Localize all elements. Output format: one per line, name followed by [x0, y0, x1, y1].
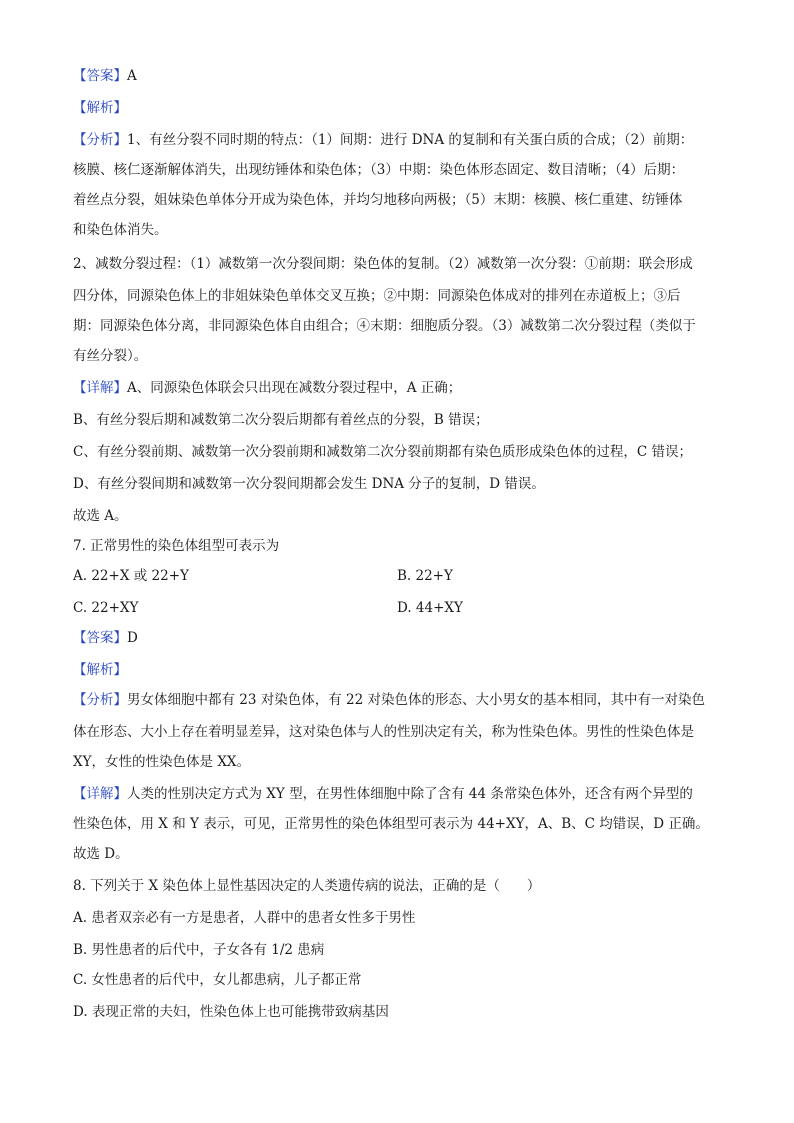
xiangjie-line: 故选 A。 [73, 508, 128, 524]
xiangjie-line: 故选 D。 [73, 846, 129, 862]
fenxi-line: 核膜、核仁逐渐解体消失，出现纺锤体和染色体；（3）中期：染色体形态固定、数目清晰；（4）后期： [73, 162, 685, 178]
q8-option-d: D. 表现正常的夫妇，性染色体上也可能携带致病基因 [73, 1004, 389, 1020]
fenxi-line: 着丝点分裂，姐妹染色单体分开成为染色体，并均匀地移向两极；（5）末期：核膜、核仁重建、纺锤体 [73, 192, 683, 208]
fenxi-tag: 【分析】 [73, 132, 127, 148]
fenxi-line: XY，女性的性染色体是 XX。 [73, 754, 251, 770]
fenxi-text: 1、有丝分裂不同时期的特点：（1）间期：进行 DNA 的复制和有关蛋白质的合成；（2）前期： [127, 132, 694, 148]
q7-answer-line [73, 628, 723, 648]
fenxi-line: 2、减数分裂过程：（1）减数第一次分裂间期：染色体的复制。（2）减数第一次分裂：①前期：联会形成 [73, 256, 693, 272]
q8-option-c: C. 女性患者的后代中，女儿都患病，儿子都正常 [73, 972, 362, 988]
xiangjie-line: B、有丝分裂后期和减数第二次分裂后期都有着丝点的分裂，B 错误； [73, 412, 489, 428]
q7-option-d: D. 44+XY [397, 600, 463, 616]
xiangjie-line [73, 378, 723, 398]
xiangjie-text: 人类的性别决定方式为 XY 型，在男性体细胞中除了含有 44 条常染色体外，还含有两个异型的 [127, 786, 693, 802]
question-7-stem: 7. 正常男性的染色体组型可表示为 [73, 538, 280, 554]
xiangjie-tag: 【详解】 [73, 380, 127, 396]
xiangjie-line: D、有丝分裂间期和减数第一次分裂间期都会发生 DNA 分子的复制，D 错误。 [73, 476, 545, 492]
q8-option-b: B. 男性患者的后代中，子女各有 1/2 患病 [73, 942, 325, 958]
xiangjie-text: A、同源染色体联会只出现在减数分裂过程中，A 正确； [127, 380, 462, 396]
question-8-stem: 8. 下列关于 X 染色体上显性基因决定的人类遗传病的说法，正确的是（ ） [73, 878, 541, 894]
fenxi-line [73, 130, 723, 150]
answer-tag: 【答案】 [73, 68, 127, 84]
xiangjie-tag: 【详解】 [73, 786, 127, 802]
q7-option-a: A. 22+X 或 22+Y [73, 568, 189, 584]
q7-option-c: C. 22+XY [73, 600, 139, 616]
q6-answer-line [73, 66, 723, 86]
fenxi-tag: 【分析】 [73, 692, 127, 708]
q7-option-b: B. 22+Y [397, 568, 453, 584]
fenxi-line: 期：同源染色体分离，非同源染色体自由组合；④末期：细胞质分裂。（3）减数第二次分裂过程（类似于 [73, 318, 696, 334]
xiangjie-line [73, 784, 723, 804]
answer-value: A [127, 68, 137, 84]
xiangjie-line: 性染色体，用 X 和 Y 表示，可见，正常男性的染色体组型可表示为 44+XY，A、B、C 均错误，D 正确。 [73, 816, 709, 832]
fenxi-line [73, 690, 723, 710]
fenxi-line: 有丝分裂）。 [73, 348, 148, 364]
fenxi-line: 四分体，同源染色体上的非姐妹染色单体交叉互换；②中期：同源染色体成对的排列在赤道板上；③后 [73, 288, 681, 304]
analysis-tag: 【解析】 [73, 662, 127, 678]
answer-value: D [127, 630, 138, 646]
analysis-tag: 【解析】 [73, 100, 127, 116]
answer-tag: 【答案】 [73, 630, 127, 646]
fenxi-line: 和染色体消失。 [73, 222, 168, 238]
fenxi-line: 体在形态、大小上存在着明显差异，这对染色体与人的性别决定有关，称为性染色体。男性的性染色体是 [73, 724, 694, 740]
q8-option-a: A. 患者双亲必有一方是患者，人群中的患者女性多于男性 [73, 910, 416, 926]
xiangjie-line: C、有丝分裂前期、减数第一次分裂前期和减数第二次分裂前期都有染色质形成染色体的过程，C 错误； [73, 444, 692, 460]
fenxi-text: 男女体细胞中都有 23 对染色体，有 22 对染色体的形态、大小男女的基本相同，其中有一对染色 [127, 692, 706, 708]
